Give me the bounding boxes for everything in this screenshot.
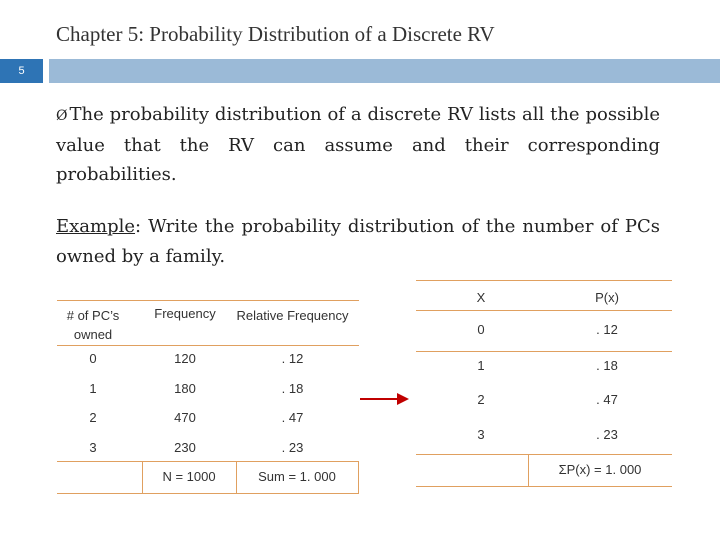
slide-number: 5 [18,65,25,77]
column-header-x: X [476,290,486,305]
example-text: : Write the probability distribution of the number of PCs owned by a family. [56,216,660,267]
totals-top-rule [57,461,359,462]
bullet-text: The probability distribution of a discrete RV lists all the possible value that the RV can assume and their corresponding probabilities. [56,104,660,185]
header-bar [49,59,720,83]
slide-title: Chapter 5: Probability Distribution of a Discrete RV [56,22,495,46]
freq-row-2-relative: . 47 [281,410,304,425]
freq-row-2-frequency: 470 [174,410,196,425]
prob-header-rule [416,310,672,311]
freq-row-3-frequency: 230 [174,440,196,455]
freq-row-1-pcs: 1 [89,381,97,396]
prob-row-2-x: 2 [477,392,485,407]
prob-table-bottom-rule [416,486,672,487]
total-n: N = 1000 [162,469,216,484]
prob-row-3-x: 3 [477,427,485,442]
column-header-pcs-owned: # of PC’s owned [66,308,120,342]
freq-row-3-relative: . 23 [281,440,304,455]
prob-table-top-rule [416,280,672,281]
prob-row-1-x: 1 [477,358,485,373]
totals-divider-right [358,461,359,493]
prob-row-1-px: . 18 [596,358,618,373]
arrowhead-bullet-icon: Ø [56,108,68,124]
example-paragraph [56,212,660,272]
probability-total: ΣP(x) = 1. 000 [558,462,642,477]
prob-row-2-px: . 47 [596,392,618,407]
total-sum: Sum = 1. 000 [258,469,336,484]
bullet-paragraph [56,100,660,189]
freq-row-0-frequency: 120 [174,351,196,366]
freq-row-1-relative: . 18 [281,381,304,396]
freq-row-0-pcs: 0 [89,351,97,366]
table-bottom-rule [57,493,359,494]
freq-row-1-frequency: 180 [174,381,196,396]
prob-row-rule [416,351,672,352]
freq-row-0-relative: . 12 [281,351,304,366]
prob-totals-top-rule [416,454,672,455]
prob-row-3-px: . 23 [596,427,618,442]
prob-row-0-x: 0 [477,322,485,337]
freq-row-3-pcs: 3 [89,440,97,455]
arrow-head [397,393,409,405]
header-rule [57,345,359,346]
column-header-relative-frequency: Relative Frequency [236,308,349,323]
freq-row-2-pcs: 2 [89,410,97,425]
prob-row-0-px: . 12 [596,322,618,337]
column-header-frequency: Frequency [154,306,216,321]
column-header-px: P(x) [595,290,619,305]
table-top-rule [57,300,359,301]
example-label: Example [56,216,136,237]
arrow-shaft [360,398,400,400]
